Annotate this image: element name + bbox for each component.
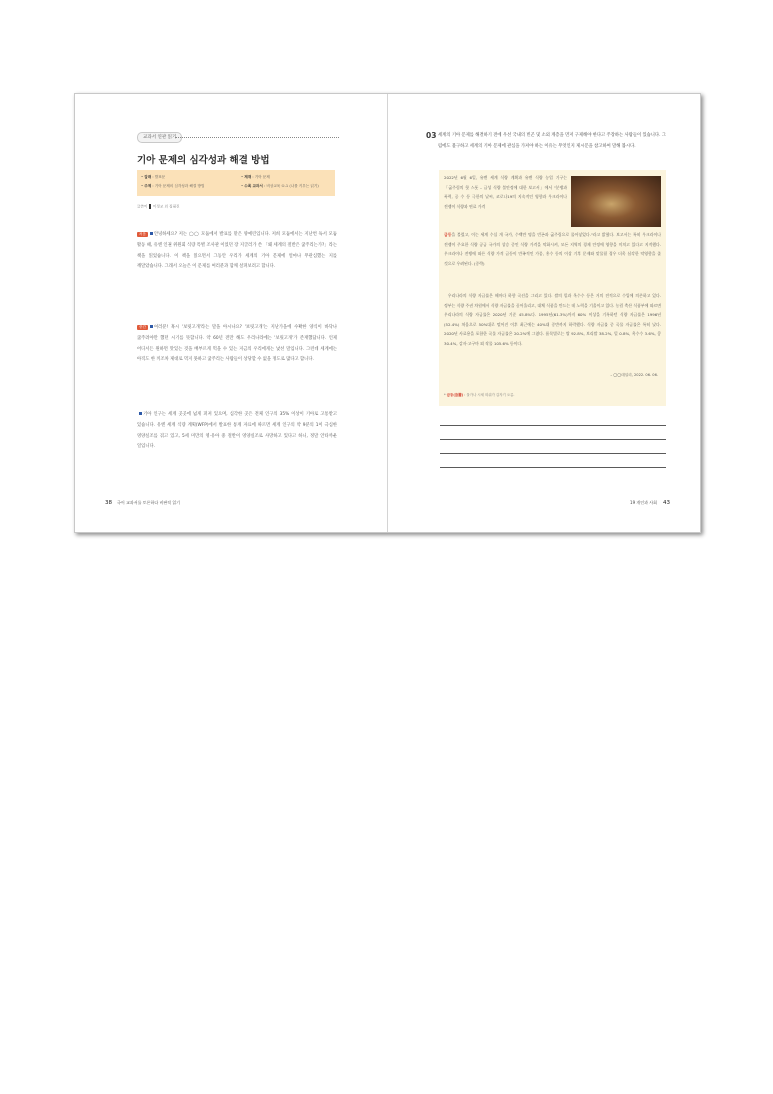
reading-source: – ◯◯데일리, 2022. 06. 06. <box>610 373 658 377</box>
paragraph-middle-2: 기아 인구는 세계 곳곳에 넓게 퍼져 있으며, 심각한 곳은 전체 인구의 35% 이상이 기아로 고통받고 있습니다. 유엔 세계 식량 계획(WFP)에서 발표한 통계 자료에 따르면 세계 인구의 약 9분의 1이 극심한 영양실조를 겪고 있고, 5세 미만의 영·유아 중 절반이 영양실조로 사망하고 있다고 하니, 정말 안타까운 일입니다. <box>137 412 337 450</box>
author-line: 글쓴이 이정교 외 집필진 <box>137 204 180 209</box>
section-tag-middle: 중간 <box>139 325 146 329</box>
left-footer <box>105 500 180 506</box>
reading-paragraph-1-cont: 급등을 불렀고, 이는 세계 수십 개 국가, 수백만 명을 빈곤과 굶주림으로 몰아넣었다."라고 밝혔다. 보고서는 특히 우크라이나 전쟁이 주요한 식량 공급 국가의 상승 중인 식량 가격을 악화시켜, 모든 지역의 경제 안정에 영향을 미치고 있다고 지적했다. 우크라이나 전쟁에 따른 식량 가격 급등이 만족적인 가뭄, 홍수 등의 이상 기후 문제와 맞물릴 경우 더욱 심각한 악영향을 줄 것으로 우려된다. (중략) <box>444 232 661 266</box>
reading-paragraph-2: 우리나라의 식량 자급률은 해마다 하향 곡선을 그리고 있다. 쌀의 밀과 옥수수 등은 거의 전적으로 수입에 의존하고 있다. 정부는 식량 주권 차원에서 식량 자급률을 끌어올리고, 대체 식품을 만드는 데 노력을 기울이고 있다. 농림 축산 식품부에 따르면 우리나라의 식량 자급률은 2020년 기준 45.8%다. 1995년(61.3%)까지 60% 이상을 기록하던 식량 자급률은 1996년(52.4%) 처음으로 50%대로 떨어진 이후 최근에는 40%대 중반까지 하락했다. 식량 자급률 중 곡물 자급률은 특히 낮다. 2020년 사료용을 포함한 곡물 자급률은 20.2%에 그쳤다. 품목별로는 쌀 92.8%, 보리쌀 38.2%, 밀 0.8%, 옥수수 3.6%, 콩 30.4%, 감자·고구마 외 작물 105.6% 등이다. <box>444 293 661 346</box>
answer-line[interactable] <box>440 439 666 440</box>
question-number: 03 <box>426 131 437 140</box>
info-genre: • 갈래 : 발표문 <box>141 175 166 179</box>
answer-line[interactable] <box>440 425 666 426</box>
right-footer <box>630 500 670 506</box>
hands-holding-grain-photo <box>571 176 661 227</box>
left-running-title: 국어 교과서를 토론하다 비판적 읽기 <box>117 500 181 505</box>
section-badge-row <box>137 132 339 142</box>
square-marker-icon <box>150 325 153 328</box>
left-page-number: 38 <box>105 500 112 506</box>
right-running-title: 19 개인과 사회 <box>630 500 657 505</box>
paragraph-intro: 처음 안녕하세요? 저는 ◯◯ 모둠에서 발표를 맡은 양예린입니다. 저희 모둠에서는 지난번 독서 모둠 활동 때, 유엔 인권 위원회 식량 특별 조사관 이었던 장 지글러가 쓴 「왜 세계의 절반은 굶주리는가?」라는 책을 읽었습니다. 이 책을 읽으면서 그동안 우리가 세계의 기아 문제에 얼마나 무관심했는 지를 깨달았습니다. 그래서 오늘은 이 문제를 여러분과 함께 살펴보려고 합니다. <box>137 232 337 270</box>
left-page <box>75 94 387 532</box>
book-spread <box>74 93 701 533</box>
answer-line[interactable] <box>440 467 666 468</box>
info-theme: • 제재 : 기아 문제 <box>241 175 270 179</box>
right-page <box>388 94 700 532</box>
vocabulary-note: * 급등(急騰) : 물가나 시세 따위가 갑자기 오름. <box>444 393 515 397</box>
dotted-divider <box>175 137 339 138</box>
info-source: • 수록 교과서 : 비상교육 ①-1 (나를 키우는 읽기) <box>241 184 319 188</box>
reading-passage-box <box>439 170 666 406</box>
paragraph-middle: 중간 여러분! 혹시 '보릿고개'라는 말을 아시나요? '보릿고개'는 지난가을에 수확한 양식이 바닥나 굶주려야만 했던 시기를 뜻합니다. 약 60년 전만 해도 우리나라에는 '보릿고개'가 존재했답니다. 언제 어디서든 원하면 맛있는 것을 배부르게 먹을 수 있는 지금의 우리에게는 낯선 말입니다. 그런데 세계에는 아직도 한 끼조차 제대로 먹지 못하고 굶주리는 사람들이 상당할 수 없을 정도로 많다고 합니다. <box>137 325 337 363</box>
page-title: 기아 문제의 심각성과 해결 방법 <box>137 155 270 166</box>
reading-paragraph-1: 2022년 6월 6일, 유엔 세계 식량 계획과 유엔 식량 농업 기구는 「굶주림의 핫 스폿 – 급성 식량 불안정에 대한 보고서」에서 "분쟁과 폭력, 공 수 등 극한의 날씨, 코로나19의 지속적인 영향과 우크라이나 전쟁이 식량과 연료 가격 <box>444 175 567 209</box>
info-box <box>137 170 335 196</box>
square-marker-icon <box>150 232 153 235</box>
info-topic: • 주제 : 기아 문제의 심각성과 해결 방법 <box>141 184 205 188</box>
section-badge: 교과서 연관 읽기 <box>137 132 182 143</box>
highlighted-term: 급등 <box>444 232 452 237</box>
question-text: 세계의 기아 문제를 해결하기 전에 우선 국내의 빈곤 및 소외 계층을 먼저 구제해야 한다고 주장하는 사람들이 있습니다. 그럼에도 불구하고 세계의 기아 문제에 관심을 가져야 하는 이유는 무엇인지 제시문을 참고하여 말해 봅시다. <box>438 133 666 149</box>
right-page-number: 43 <box>663 500 670 506</box>
section-tag-intro: 처음 <box>139 232 146 236</box>
square-marker-icon <box>139 412 142 415</box>
answer-line[interactable] <box>440 453 666 454</box>
